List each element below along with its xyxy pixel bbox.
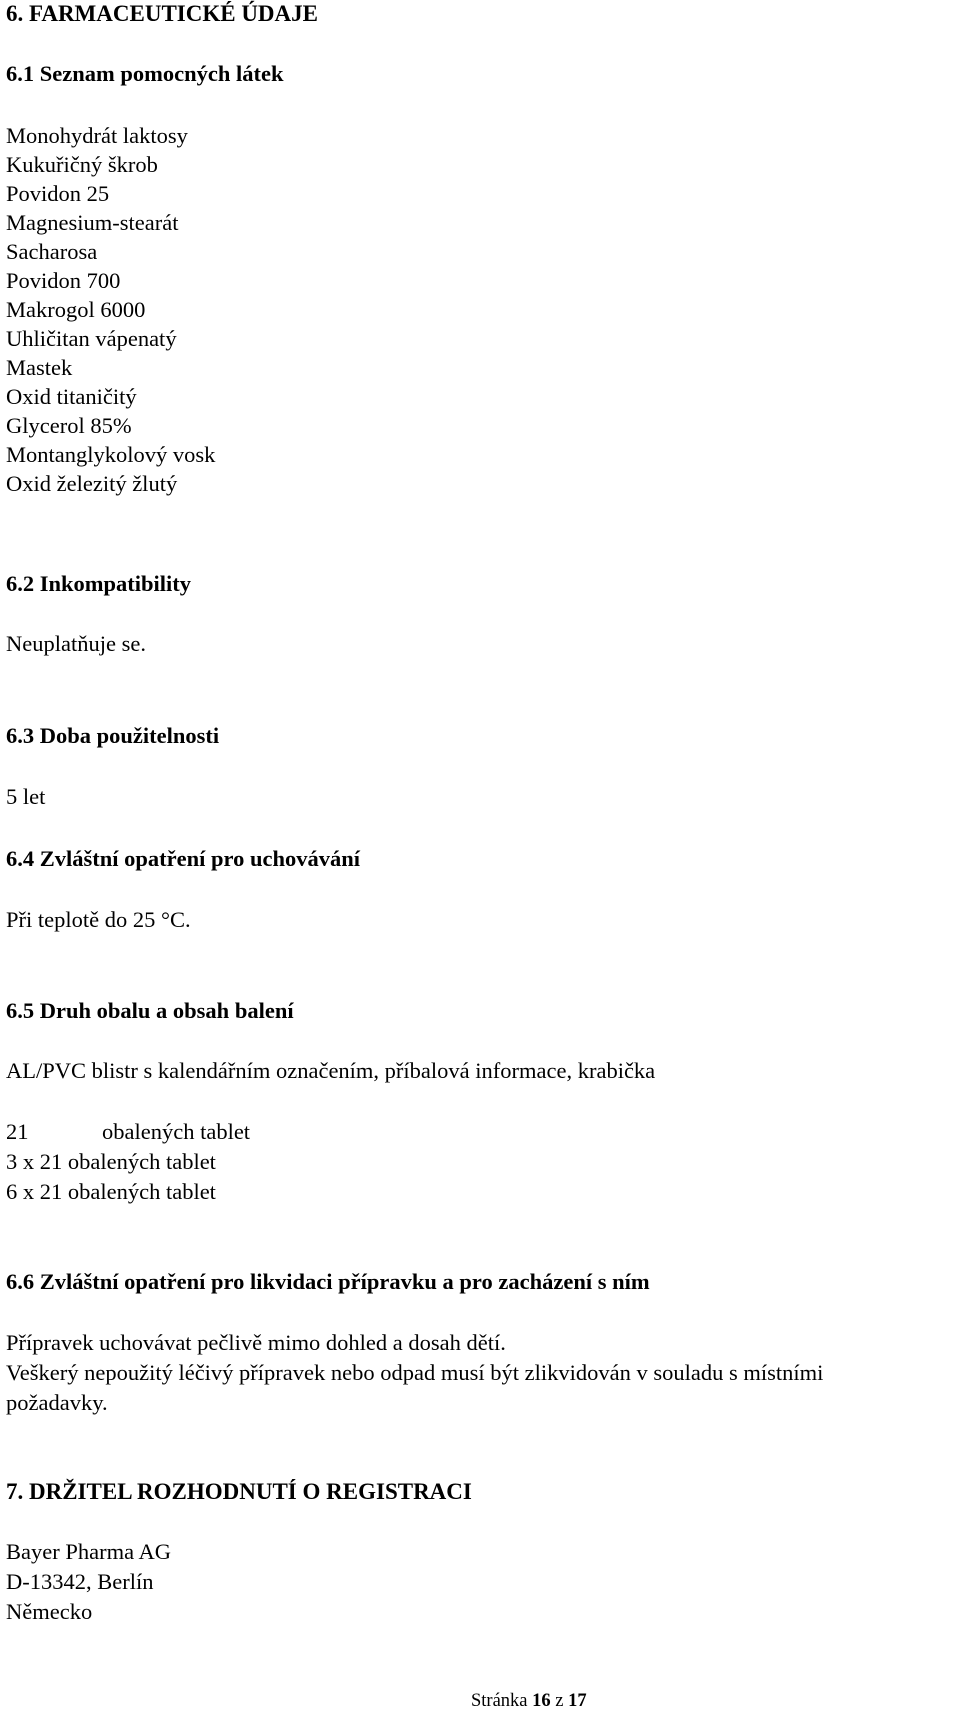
- excipient-item: Oxid titaničitý: [6, 384, 137, 409]
- excipient-item: Sacharosa: [6, 239, 98, 264]
- holder-name: Bayer Pharma AG: [6, 1539, 171, 1564]
- disposal-text-line: požadavky.: [6, 1390, 108, 1415]
- footer-prefix: Stránka: [471, 1691, 528, 1711]
- excipient-item: Povidon 700: [6, 268, 121, 293]
- holder-city: D-13342, Berlín: [6, 1569, 154, 1594]
- pack-size-row: [6, 1118, 250, 1146]
- section-6-1-heading: 6.1 Seznam pomocných látek: [6, 61, 284, 86]
- pack-count: 6 x 21: [6, 1179, 63, 1204]
- excipient-item: Makrogol 6000: [6, 297, 146, 322]
- page-footer: [471, 1690, 587, 1712]
- excipient-item: Glycerol 85%: [6, 413, 132, 438]
- pack-size-row: [6, 1178, 216, 1206]
- pack-desc: obalených tablet: [67, 1179, 216, 1204]
- section-6-4-heading: 6.4 Zvláštní opatření pro uchovávání: [6, 846, 361, 871]
- pack-count: 3 x 21: [6, 1149, 63, 1174]
- container-text: AL/PVC blistr s kalendářním označením, příbalová informace, krabička: [6, 1058, 656, 1083]
- section-6-2-heading: 6.2 Inkompatibility: [6, 571, 192, 596]
- excipient-item: Mastek: [6, 355, 73, 380]
- pack-size-row: [6, 1148, 216, 1176]
- disposal-text-line: Veškerý nepoužitý léčivý přípravek nebo odpad musí být zlikvidován v souladu s místními: [6, 1360, 824, 1385]
- storage-text: Při teplotě do 25 °C.: [6, 907, 191, 932]
- footer-separator: z: [555, 1691, 564, 1711]
- excipient-item: Oxid železitý žlutý: [6, 471, 178, 496]
- pack-count: 21: [6, 1119, 29, 1144]
- holder-country: Německo: [6, 1599, 93, 1624]
- pack-desc: obalených tablet: [67, 1149, 216, 1174]
- section-6-6-heading: 6.6 Zvláštní opatření pro likvidaci přípravku a pro zacházení s ním: [6, 1269, 650, 1294]
- document-page: [6, 0, 954, 1714]
- excipient-item: Monohydrát laktosy: [6, 123, 188, 148]
- excipient-item: Uhličitan vápenatý: [6, 326, 177, 351]
- footer-total-pages: 17: [568, 1691, 587, 1711]
- section-6-heading: 6. FARMACEUTICKÉ ÚDAJE: [6, 1, 318, 26]
- disposal-text-line: Přípravek uchovávat pečlivě mimo dohled a dosah dětí.: [6, 1330, 506, 1355]
- footer-page-number: 16: [532, 1691, 551, 1711]
- excipient-item: Kukuřičný škrob: [6, 152, 158, 177]
- excipient-item: Magnesium-stearát: [6, 210, 179, 235]
- incompatibilities-text: Neuplatňuje se.: [6, 631, 146, 656]
- excipient-item: Povidon 25: [6, 181, 110, 206]
- shelf-life-text: 5 let: [6, 784, 46, 809]
- section-7-heading: 7. DRŽITEL ROZHODNUTÍ O REGISTRACI: [6, 1479, 472, 1504]
- section-6-3-heading: 6.3 Doba použitelnosti: [6, 723, 220, 748]
- section-6-5-heading: 6.5 Druh obalu a obsah balení: [6, 998, 294, 1023]
- pack-desc: obalených tablet: [102, 1119, 251, 1144]
- excipient-item: Montanglykolový vosk: [6, 442, 216, 467]
